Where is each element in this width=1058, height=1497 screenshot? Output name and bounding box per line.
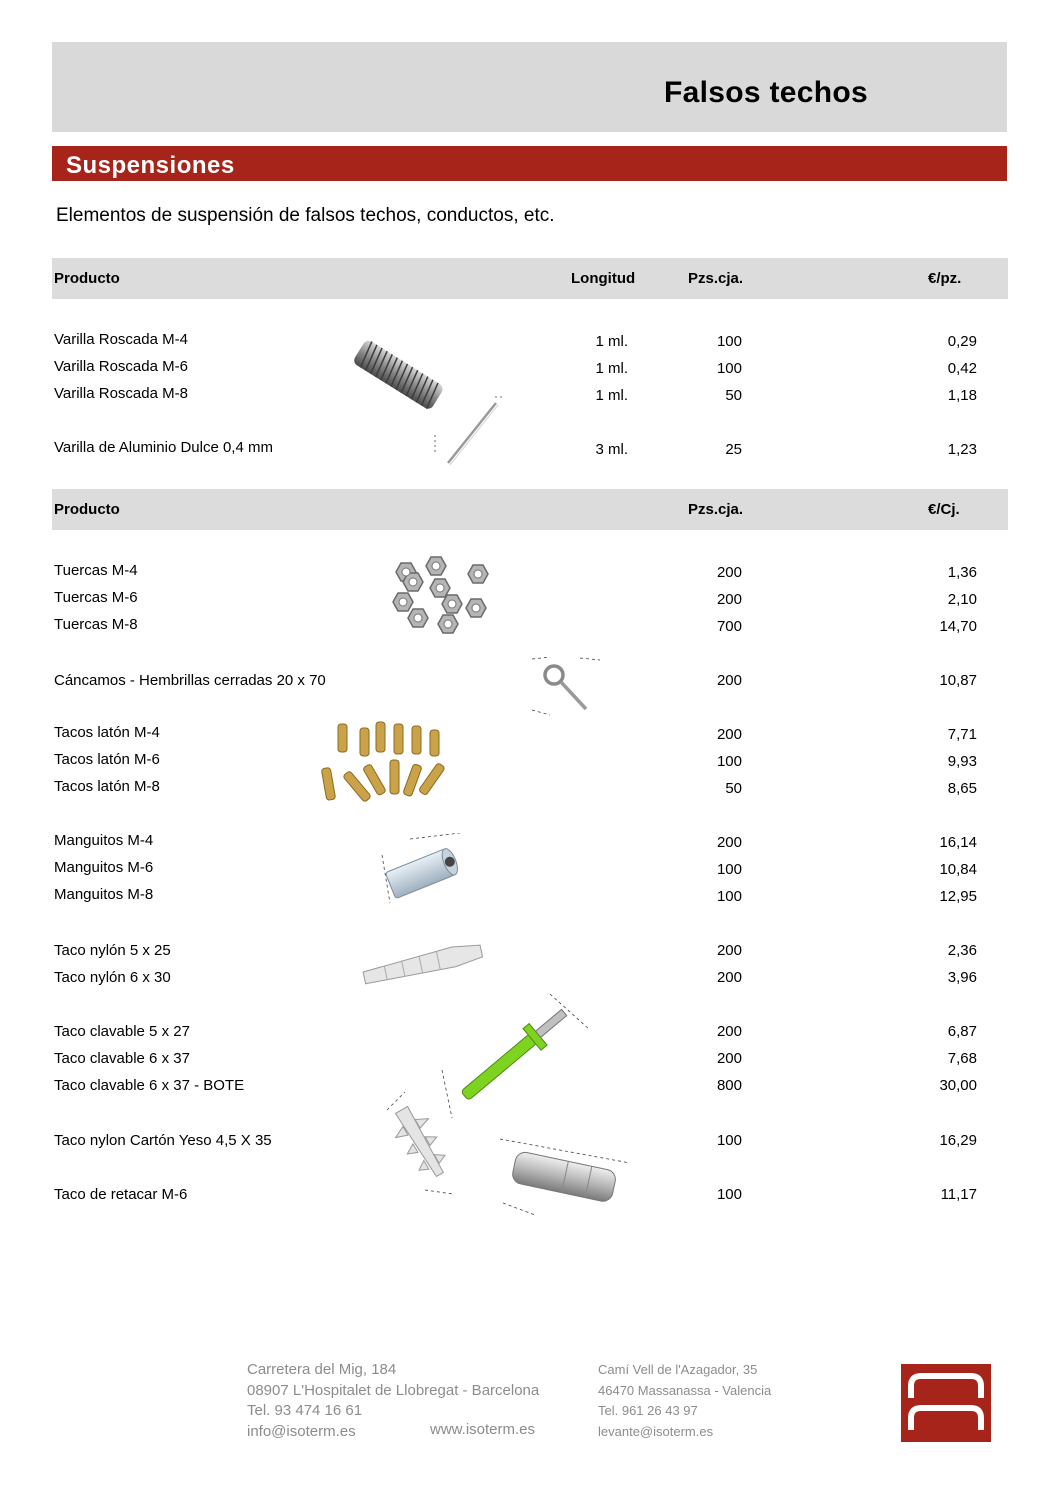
product-name: Cáncamos - Hembrillas cerradas 20 x 70	[54, 672, 326, 689]
page-title: Falsos techos	[664, 76, 868, 109]
product-price: 0,29	[947, 333, 977, 350]
product-name: Taco clavable 6 x 37 - BOTE	[54, 1077, 245, 1094]
product-price: 16,29	[939, 1132, 977, 1149]
product-length: 1 ml.	[595, 387, 628, 404]
product-qty: 200	[716, 969, 742, 986]
product-name: Taco de retacar M-6	[54, 1186, 188, 1203]
nuts-image	[377, 553, 497, 643]
footer-valencia-address: Camí Vell de l'Azagador, 35	[598, 1362, 758, 1377]
footer-valencia-email[interactable]: levante@isoterm.es	[598, 1423, 714, 1439]
product-name: Taco clavable 6 x 37	[54, 1050, 190, 1067]
product-price: 7,68	[947, 1050, 977, 1067]
product-price: 2,36	[947, 942, 977, 959]
product-price: 16,14	[939, 834, 977, 851]
product-price: 30,00	[939, 1077, 977, 1094]
product-qty: 100	[716, 888, 742, 905]
table-row	[0, 562, 1058, 584]
table-row	[0, 832, 1058, 854]
footer-web[interactable]: www.isoterm.es	[430, 1421, 536, 1438]
table-row	[0, 886, 1058, 908]
table-row	[0, 751, 1058, 773]
product-name: Varilla Roscada M-6	[54, 358, 188, 375]
product-price: 2,10	[947, 591, 977, 608]
product-qty: 100	[716, 360, 742, 377]
table1-header-qty: Pzs.cja.	[688, 270, 744, 287]
table1-header-product: Producto	[54, 270, 120, 287]
product-price: 1,18	[947, 387, 977, 404]
brass-anchors-image	[312, 720, 457, 810]
product-name: Taco clavable 5 x 27	[54, 1023, 190, 1040]
aluminium-wire-image	[430, 395, 510, 475]
footer-barcelona-address: Carretera del Mig, 184	[247, 1361, 397, 1378]
product-qty: 200	[716, 1023, 742, 1040]
product-qty: 200	[716, 726, 742, 743]
product-price: 1,36	[947, 564, 977, 581]
table-row	[0, 331, 1058, 353]
product-qty: 200	[716, 591, 742, 608]
table-row	[0, 672, 1058, 694]
product-qty: 200	[716, 672, 742, 689]
product-qty: 50	[725, 780, 742, 797]
product-name: Varilla Roscada M-4	[54, 331, 188, 348]
product-name: Taco nylón 5 x 25	[54, 942, 171, 959]
product-price: 1,23	[947, 441, 977, 458]
table1-header	[52, 258, 1008, 299]
product-length: 3 ml.	[595, 441, 628, 458]
table-row	[0, 942, 1058, 964]
table-row	[0, 616, 1058, 638]
table-row	[0, 385, 1058, 407]
nylon-plug-image	[355, 935, 495, 995]
table-row	[0, 724, 1058, 746]
coupling-nut-image	[380, 833, 465, 913]
product-name: Tuercas M-8	[54, 616, 138, 633]
section-title: Suspensiones	[66, 152, 235, 179]
product-qty: 50	[725, 387, 742, 404]
product-name: Manguitos M-6	[54, 859, 154, 876]
product-qty: 25	[725, 441, 742, 458]
product-name: Tacos latón M-8	[54, 778, 160, 795]
product-name: Tacos latón M-6	[54, 751, 160, 768]
table-row	[0, 439, 1058, 461]
product-length: 1 ml.	[595, 333, 628, 350]
table2-header	[52, 489, 1008, 530]
intro-text: Elementos de suspensión de falsos techos, conductos, etc.	[56, 205, 555, 226]
product-qty: 100	[716, 1132, 742, 1149]
product-name: Taco nylón 6 x 30	[54, 969, 171, 986]
product-price: 10,87	[939, 672, 977, 689]
footer-valencia-city: 46470 Massanassa - Valencia	[598, 1382, 772, 1398]
table1-header-length: Longitud	[571, 270, 636, 287]
table-row	[0, 589, 1058, 611]
product-price: 0,42	[947, 360, 977, 377]
product-qty: 200	[716, 1050, 742, 1067]
product-price: 14,70	[939, 618, 977, 635]
product-qty: 200	[716, 942, 742, 959]
product-qty: 100	[716, 753, 742, 770]
product-qty: 100	[716, 333, 742, 350]
product-qty: 100	[716, 861, 742, 878]
footer-barcelona-email[interactable]: info@isoterm.es	[247, 1422, 356, 1440]
drop-in-anchor-image	[495, 1135, 635, 1220]
eye-hook-image	[530, 655, 605, 720]
product-name: Varilla de Aluminio Dulce 0,4 mm	[54, 439, 273, 456]
footer-valencia	[598, 1360, 771, 1442]
table2-header-product: Producto	[54, 501, 120, 518]
table-row	[0, 778, 1058, 800]
product-name: Manguitos M-4	[54, 832, 154, 849]
product-qty: 700	[716, 618, 742, 635]
product-name: Varilla Roscada M-8	[54, 385, 188, 402]
product-name: Manguitos M-8	[54, 886, 154, 903]
product-price: 12,95	[939, 888, 977, 905]
footer-barcelona-phone: Tel. 93 474 16 61	[247, 1402, 363, 1419]
footer-valencia-phone: Tel. 961 26 43 97	[598, 1403, 698, 1418]
product-price: 10,84	[939, 861, 977, 878]
table-row	[0, 969, 1058, 991]
table1-header-price: €/pz.	[928, 270, 962, 287]
footer-barcelona-city: 08907 L'Hospitalet de Llobregat - Barcelona	[247, 1381, 540, 1399]
product-price: 3,96	[947, 969, 977, 986]
table2-header-price: €/Cj.	[928, 501, 960, 518]
product-name: Tacos latón M-4	[54, 724, 160, 741]
company-logo	[901, 1364, 991, 1442]
product-price: 7,71	[947, 726, 977, 743]
logo-icon	[901, 1364, 991, 1442]
nail-plug-image	[440, 990, 590, 1120]
product-qty: 200	[716, 564, 742, 581]
product-price: 8,65	[947, 780, 977, 797]
table-row	[0, 859, 1058, 881]
product-price: 6,87	[947, 1023, 977, 1040]
product-qty: 100	[716, 1186, 742, 1203]
table-row	[0, 358, 1058, 380]
product-name: Tuercas M-6	[54, 589, 138, 606]
product-price: 9,93	[947, 753, 977, 770]
product-price: 11,17	[940, 1186, 977, 1203]
plasterboard-plug-image	[385, 1090, 455, 1195]
product-name: Taco nylon Cartón Yeso 4,5 X 35	[54, 1132, 272, 1149]
product-length: 1 ml.	[595, 360, 628, 377]
product-qty: 200	[716, 834, 742, 851]
product-name: Tuercas M-4	[54, 562, 138, 579]
table2-header-qty: Pzs.cja.	[688, 501, 744, 518]
product-qty: 800	[716, 1077, 742, 1094]
